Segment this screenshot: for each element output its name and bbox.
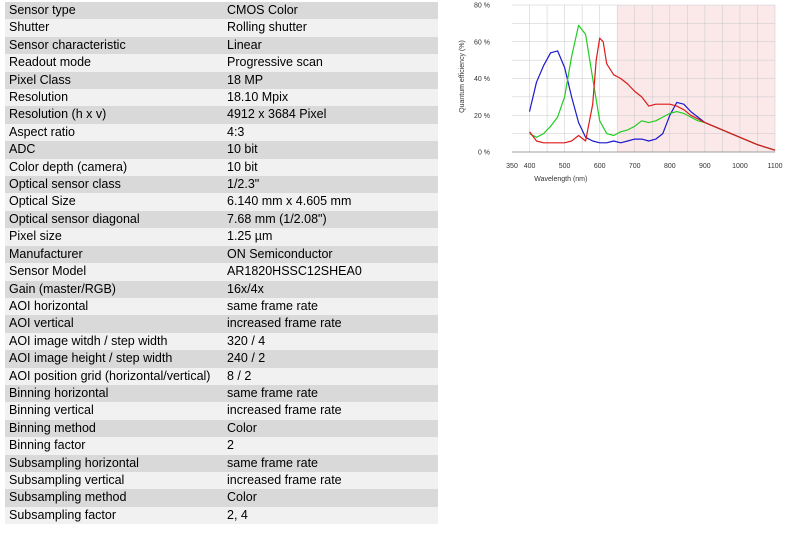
spec-row xyxy=(5,333,438,350)
spec-label: Subsampling method xyxy=(5,489,223,506)
spec-value: ON Semiconductor xyxy=(223,246,438,263)
spec-row xyxy=(5,368,438,385)
spec-row xyxy=(5,350,438,367)
spec-value: increased frame rate xyxy=(223,472,438,489)
spec-row xyxy=(5,298,438,315)
spec-label: Aspect ratio xyxy=(5,124,223,141)
spec-label: Subsampling factor xyxy=(5,507,223,524)
quantum-efficiency-chart xyxy=(450,0,786,190)
spec-row xyxy=(5,54,438,71)
spec-label: Manufacturer xyxy=(5,246,223,263)
spec-row xyxy=(5,315,438,332)
spec-label: Sensor Model xyxy=(5,263,223,280)
spec-row xyxy=(5,455,438,472)
spec-row xyxy=(5,2,438,19)
sensor-spec-table-body xyxy=(5,2,438,524)
spec-label: Optical Size xyxy=(5,193,223,210)
x-tick-label: 700 xyxy=(628,163,641,170)
spec-row xyxy=(5,263,438,280)
spec-value: 6.140 mm x 4.605 mm xyxy=(223,193,438,210)
spec-row xyxy=(5,402,438,419)
spec-label: Binning horizontal xyxy=(5,385,223,402)
spec-label: Gain (master/RGB) xyxy=(5,281,223,298)
spec-value: 2 xyxy=(223,437,438,454)
sensor-spec-table xyxy=(5,2,438,524)
spec-value: 1.25 µm xyxy=(223,228,438,245)
spec-label: AOI image height / step width xyxy=(5,350,223,367)
x-tick-label: 400 xyxy=(523,163,536,170)
spec-label: Pixel Class xyxy=(5,72,223,89)
spec-row xyxy=(5,420,438,437)
spec-value: 18 MP xyxy=(223,72,438,89)
spec-value: 18.10 Mpix xyxy=(223,89,438,106)
x-tick-label: 1000 xyxy=(732,163,748,170)
spec-value: Rolling shutter xyxy=(223,19,438,36)
spec-value: same frame rate xyxy=(223,455,438,472)
spec-value: Color xyxy=(223,420,438,437)
spec-value: 1/2.3" xyxy=(223,176,438,193)
spec-label: Binning factor xyxy=(5,437,223,454)
spec-value: 7.68 mm (1/2.08") xyxy=(223,211,438,228)
spec-row xyxy=(5,489,438,506)
spec-row xyxy=(5,228,438,245)
spec-value: Color xyxy=(223,489,438,506)
spec-row xyxy=(5,141,438,158)
spec-label: Optical sensor class xyxy=(5,176,223,193)
spec-label: Sensor characteristic xyxy=(5,37,223,54)
y-tick-label: 20 % xyxy=(474,112,490,120)
x-tick-label: 600 xyxy=(593,163,606,170)
spec-row xyxy=(5,385,438,402)
spec-value: 8 / 2 xyxy=(223,368,438,385)
spec-row xyxy=(5,281,438,298)
spec-label: Subsampling vertical xyxy=(5,472,223,489)
y-tick-label: 80 % xyxy=(474,2,490,10)
spec-row xyxy=(5,124,438,141)
x-tick-label: 900 xyxy=(699,163,711,170)
spec-label: Resolution xyxy=(5,89,223,106)
spec-row xyxy=(5,19,438,36)
spec-row xyxy=(5,37,438,54)
spec-label: Optical sensor diagonal xyxy=(5,211,223,228)
spec-row xyxy=(5,159,438,176)
spec-value: same frame rate xyxy=(223,298,438,315)
x-tick-label: 350 xyxy=(506,163,518,170)
spec-value: increased frame rate xyxy=(223,402,438,419)
spec-value: 2, 4 xyxy=(223,507,438,524)
spec-label: ADC xyxy=(5,141,223,158)
spec-label: Pixel size xyxy=(5,228,223,245)
spec-value: Progressive scan xyxy=(223,54,438,71)
y-tick-label: 0 % xyxy=(477,149,490,157)
spec-label: Sensor type xyxy=(5,2,223,19)
spec-value: 10 bit xyxy=(223,159,438,176)
spec-label: AOI position grid (horizontal/vertical) xyxy=(5,368,223,385)
spec-value: 16x/4x xyxy=(223,281,438,298)
spec-value: AR1820HSSC12SHEA0 xyxy=(223,263,438,280)
spec-label: Binning method xyxy=(5,420,223,437)
spec-label: AOI horizontal xyxy=(5,298,223,315)
x-tick-label: 800 xyxy=(663,163,676,170)
spec-label: AOI image witdh / step width xyxy=(5,333,223,350)
spec-value: 10 bit xyxy=(223,141,438,158)
spec-label: Resolution (h x v) xyxy=(5,106,223,123)
spec-label: Shutter xyxy=(5,19,223,36)
y-tick-label: 40 % xyxy=(474,76,490,83)
spec-row xyxy=(5,437,438,454)
spec-value: CMOS Color xyxy=(223,2,438,19)
spec-label: Binning vertical xyxy=(5,402,223,419)
spec-value: 240 / 2 xyxy=(223,350,438,367)
spec-row xyxy=(5,106,438,123)
x-tick-label: 500 xyxy=(558,163,571,170)
spec-value: 4:3 xyxy=(223,124,438,141)
spec-row xyxy=(5,211,438,228)
spec-row xyxy=(5,507,438,524)
spec-value: 320 / 4 xyxy=(223,333,438,350)
spec-row xyxy=(5,176,438,193)
spec-value: same frame rate xyxy=(223,385,438,402)
spec-row xyxy=(5,472,438,489)
spec-label: AOI vertical xyxy=(5,315,223,332)
spec-value: 4912 x 3684 Pixel xyxy=(223,106,438,123)
chart-y-axis-label: Quantum efficiency (%) xyxy=(459,40,466,113)
spec-label: Color depth (camera) xyxy=(5,159,223,176)
spec-label: Readout mode xyxy=(5,54,223,71)
spec-row xyxy=(5,89,438,106)
spec-value: Linear xyxy=(223,37,438,54)
y-tick-label: 60 % xyxy=(474,39,490,47)
spec-row xyxy=(5,246,438,263)
spec-row xyxy=(5,72,438,89)
x-tick-label: 1100 xyxy=(767,163,783,170)
spec-label: Subsampling horizontal xyxy=(5,455,223,472)
spec-value: increased frame rate xyxy=(223,315,438,332)
chart-x-axis-label: Wavelength (nm) xyxy=(534,176,588,183)
spec-row xyxy=(5,193,438,210)
